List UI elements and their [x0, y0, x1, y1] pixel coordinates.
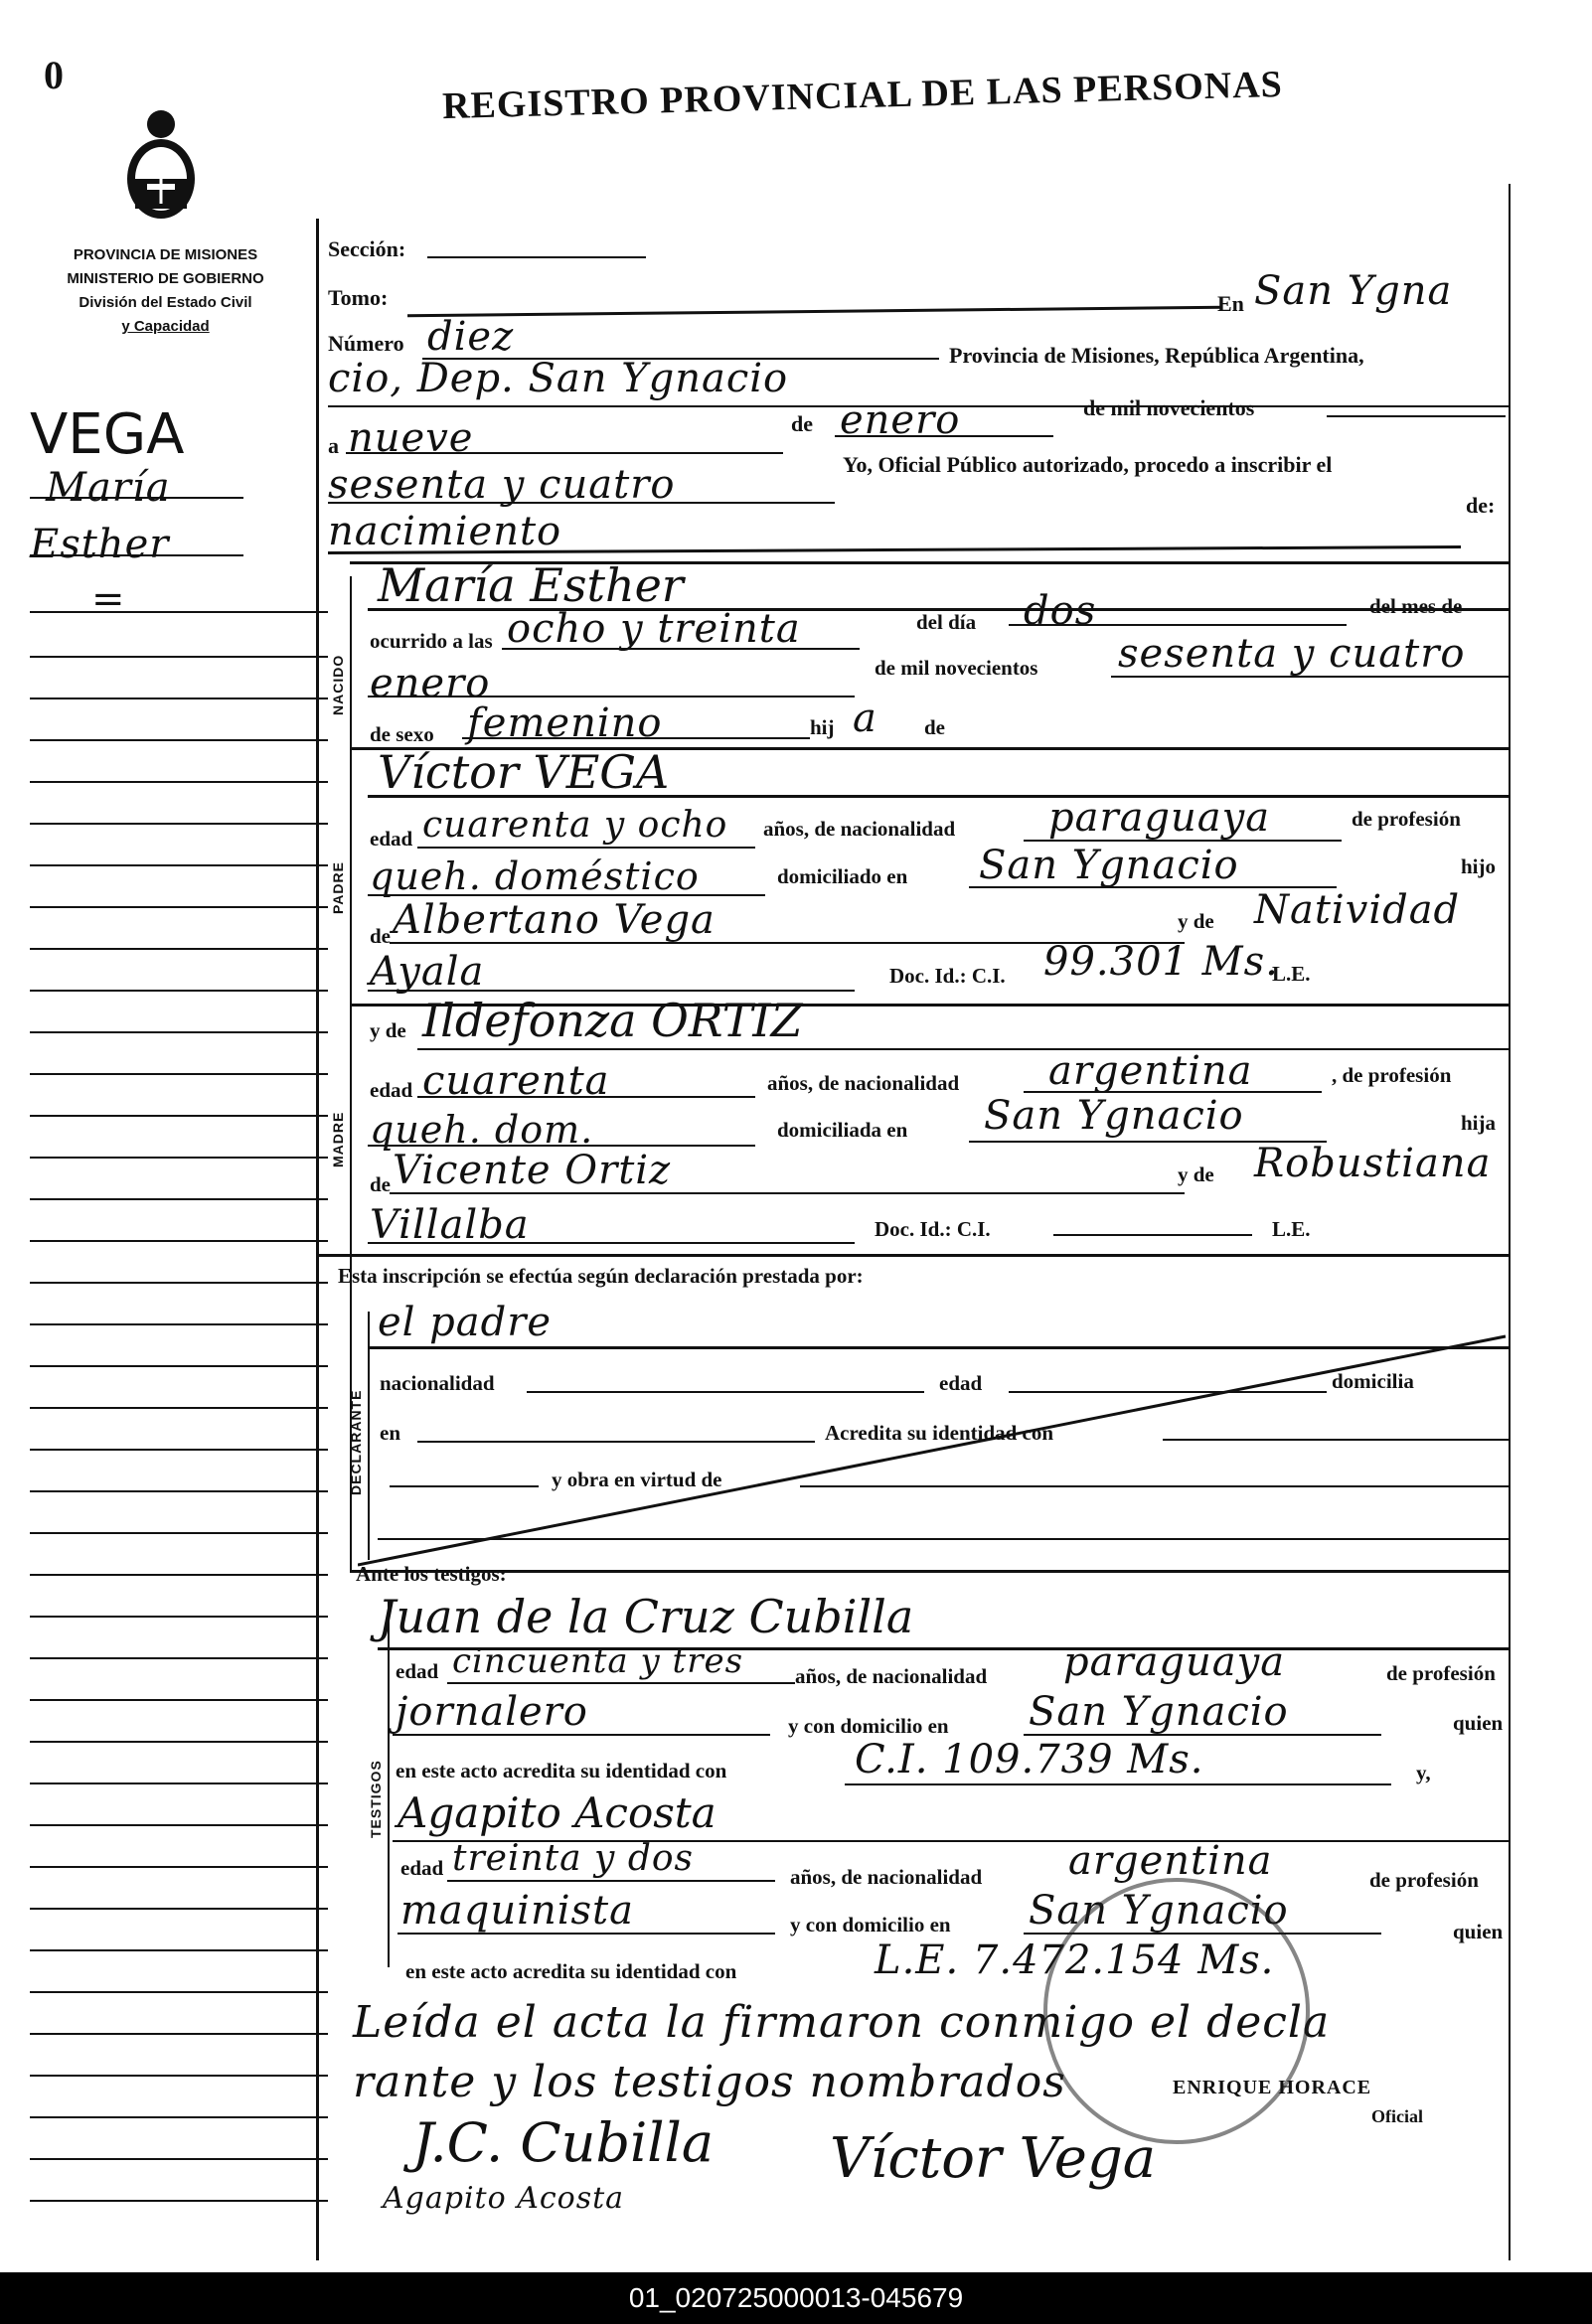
label-edad-decl: edad	[939, 1371, 983, 1395]
label-profesion-t1: de profesión	[1386, 1661, 1496, 1685]
label-inscripcion: Esta inscripción se efectúa según declaración prestada por:	[338, 1264, 864, 1288]
label-ante-testigos: Ante los testigos:	[356, 1562, 507, 1586]
main-right-border	[1509, 184, 1511, 2260]
label-edad-t1: edad	[396, 1659, 439, 1683]
stamp-name: ENRIQUE HORACE	[1173, 2077, 1372, 2098]
field-nombre-nacido: María Esther	[378, 558, 684, 612]
label-con-domicilio-t1: y con domicilio en	[788, 1714, 949, 1738]
label-ocurrido: ocurrido a las	[370, 629, 493, 653]
field-padre-madre-2: Ayala	[370, 949, 485, 995]
label-quien-t1: quien	[1453, 1711, 1504, 1735]
label-de-mil-novecientos: de mil novecientos	[1083, 395, 1255, 420]
label-de-profesion-padre: de profesión	[1352, 807, 1461, 831]
field-mes: enero	[840, 397, 961, 443]
field-en-lugar: San Ygna	[1254, 268, 1453, 314]
agency-line-4: y Capacidad	[121, 318, 210, 335]
official-stamp	[1043, 1878, 1310, 2144]
agency-line-3: División del Estado Civil	[79, 294, 252, 311]
field-declarante: el padre	[378, 1300, 553, 1345]
label-seccion: Sección:	[328, 236, 406, 261]
label-tomo: Tomo:	[328, 285, 389, 310]
field-t2-doc: L.E. 7.472.154 Ms.	[875, 1937, 1275, 1983]
label-anos-nac-padre: años, de nacionalidad	[763, 817, 956, 841]
field-acto: nacimiento	[328, 509, 562, 554]
label-quien-t2: quien	[1453, 1920, 1504, 1943]
label-y-comma: y,	[1416, 1761, 1431, 1784]
field-t1-dom: San Ygnacio	[1029, 1689, 1289, 1735]
page-title: REGISTRO PROVINCIAL DE LAS PERSONAS	[441, 63, 1284, 128]
label-anos-nac-t2: años, de nacionalidad	[790, 1865, 983, 1889]
field-padre-nac: paraguaya	[1048, 795, 1271, 841]
label-de-padres: de	[924, 715, 945, 739]
field-t2-nac: argentina	[1068, 1838, 1273, 1884]
field-dia-nac: dos	[1024, 588, 1097, 634]
section-testigos: TESTIGOS	[368, 1760, 384, 1838]
label-acredita-t2: en este acto acredita su identidad con	[405, 1959, 737, 1983]
field-madre-edad: cuarenta	[422, 1058, 610, 1104]
label-en-decl: en	[380, 1421, 400, 1445]
label-doc-id-madre: Doc. Id.: C.I.	[875, 1217, 991, 1241]
main-left-border	[316, 219, 319, 2260]
signature-acosta: Agapito Acosta	[383, 2181, 625, 2216]
label-domiciliado-en: domiciliado en	[777, 864, 908, 888]
section-declarante: DECLARANTE	[348, 1389, 364, 1495]
field-dia: nueve	[348, 415, 474, 461]
label-le-madre: L.E.	[1272, 1217, 1311, 1241]
field-madre-madre-2: Villalba	[370, 1202, 530, 1248]
margin-equal: =	[91, 576, 126, 622]
field-padre-madre: Natividad	[1254, 887, 1461, 933]
signature-cubilla: J.C. Cubilla	[412, 2111, 715, 2174]
label-con-domicilio-t2: y con domicilio en	[790, 1913, 951, 1937]
label-de-colon: de:	[1466, 493, 1496, 518]
field-t2-edad: treinta y dos	[452, 1838, 695, 1879]
field-padre-nombre: Víctor VEGA	[378, 745, 670, 799]
label-de-sexo: de sexo	[370, 722, 434, 746]
agency-line-1: PROVINCIA DE MISIONES	[73, 246, 258, 263]
margin-ruled-lines	[30, 0, 328, 2272]
stamp-title: Oficial	[1371, 2106, 1423, 2126]
label-del-dia: del día	[916, 610, 977, 634]
field-padre-edad: cuarenta y ocho	[422, 805, 728, 846]
closing-line-1: Leída el acta la firmaron conmigo el decla	[353, 1997, 1331, 2048]
label-nacionalidad-decl: nacionalidad	[380, 1371, 495, 1395]
field-madre-nac: argentina	[1048, 1048, 1253, 1094]
label-de-abuelo-madre: de	[370, 1172, 391, 1196]
label-edad-t2: edad	[400, 1856, 444, 1880]
field-padre-ci: 99.301 Ms.	[1043, 939, 1279, 985]
label-anos-nac-t1: años, de nacionalidad	[795, 1664, 988, 1688]
field-mes-nac: enero	[370, 661, 491, 706]
corner-mark: 0	[44, 53, 64, 97]
label-en: En	[1217, 291, 1244, 316]
field-t1-doc: C.I. 109.739 Ms.	[855, 1737, 1204, 1782]
label-oficial: Yo, Oficial Público autorizado, procedo a inscribir el	[843, 452, 1333, 477]
field-padre-prof: queh. doméstico	[370, 854, 700, 898]
field-madre-prof: queh. dom.	[370, 1108, 594, 1152]
field-padre-dom: San Ygnacio	[979, 843, 1239, 888]
label-acredita-t1: en este acto acredita su identidad con	[396, 1759, 727, 1782]
field-t1-nac: paraguaya	[1063, 1639, 1286, 1685]
testigos-divider	[388, 1600, 390, 1967]
field-t1-edad: cincuenta y tres	[452, 1641, 744, 1681]
section-nacido: NACIDO	[330, 654, 346, 715]
label-le-padre: L.E.	[1272, 962, 1311, 986]
label-domicilia-decl: domicilia	[1332, 1369, 1414, 1393]
field-padre-padre: Albertano Vega	[393, 897, 716, 943]
field-madre-nombre: Ildefonza ORTIZ	[422, 994, 803, 1047]
field-t2-prof: maquinista	[400, 1888, 634, 1934]
label-domiciliada-en: domiciliada en	[777, 1118, 908, 1142]
label-a: a	[328, 433, 339, 458]
field-numero: diez	[427, 314, 515, 360]
label-edad-madre: edad	[370, 1078, 413, 1102]
label-de-abuelo-padre: de	[370, 924, 391, 948]
label-hij: hij	[810, 715, 835, 739]
field-anio-nac: sesenta y cuatro	[1118, 631, 1466, 677]
section-madre: MADRE	[330, 1111, 346, 1167]
field-anio: sesenta y cuatro	[328, 462, 676, 508]
label-obra-decl: y obra en virtud de	[552, 1468, 722, 1491]
field-lugar-cont: cio, Dep. San Ygnacio	[328, 356, 789, 401]
field-sexo: femenino	[467, 700, 663, 746]
label-de-mil-novecientos-2: de mil novecientos	[875, 656, 1038, 680]
field-madre-padre: Vicente Ortiz	[393, 1148, 672, 1193]
label-de-profesion-t2: de profesión	[1369, 1868, 1479, 1892]
field-testigo-2: Agapito Acosta	[398, 1788, 716, 1837]
field-hora: ocho y treinta	[507, 606, 801, 652]
declarante-strike-line	[358, 1331, 1511, 1575]
label-de-mes: de	[791, 411, 813, 436]
label-hijo: hijo	[1461, 854, 1497, 878]
margin-name-2: Esther	[30, 522, 170, 567]
label-y-de-madre: y de	[370, 1018, 406, 1042]
document-id-footer: 01_020725000013-045679	[0, 2272, 1592, 2324]
margin-name-1: María	[46, 465, 171, 511]
field-testigo-1: Juan de la Cruz Cubilla	[378, 1590, 914, 1643]
label-provincia: Provincia de Misiones, República Argentina,	[949, 343, 1364, 368]
label-anos-nac-madre: años, de nacionalidad	[767, 1071, 960, 1095]
label-doc-id-padre: Doc. Id.: C.I.	[889, 964, 1006, 988]
label-del-mes-de: del mes de	[1369, 594, 1463, 618]
field-hij-sufijo: a	[853, 696, 877, 741]
label-de-profesion-madre: , de profesión	[1332, 1063, 1452, 1087]
margin-surname: VEGA	[30, 402, 185, 467]
field-madre-dom: San Ygnacio	[984, 1093, 1244, 1139]
label-numero: Número	[328, 331, 404, 356]
label-hija: hija	[1461, 1111, 1497, 1135]
closing-line-2: rante y los testigos nombrados	[353, 2057, 1066, 2107]
signature-vega: Víctor Vega	[830, 2126, 1157, 2191]
section-padre: PADRE	[330, 861, 346, 914]
label-y-de-madre-2: y de	[1178, 1162, 1214, 1186]
label-y-de-padre: y de	[1178, 909, 1214, 933]
field-madre-madre: Robustiana	[1254, 1141, 1492, 1186]
label-acredita-decl: Acredita su identidad con	[825, 1421, 1054, 1445]
agency-line-2: MINISTERIO DE GOBIERNO	[67, 270, 264, 287]
field-t1-prof: jornalero	[396, 1689, 588, 1735]
field-t2-dom: San Ygnacio	[1029, 1888, 1289, 1934]
label-edad-padre: edad	[370, 827, 413, 851]
